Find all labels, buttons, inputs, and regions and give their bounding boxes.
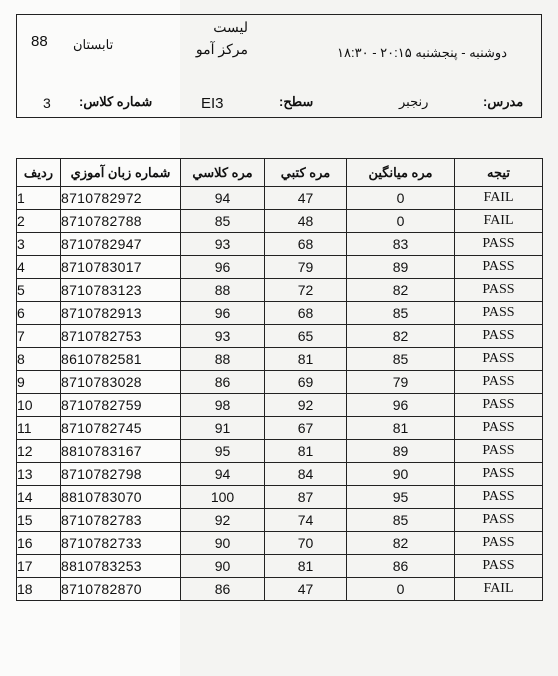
cell-class-score: 93	[181, 233, 265, 256]
cell-result: PASS	[455, 394, 543, 417]
document-header	[16, 14, 542, 118]
cell-index: 14	[17, 486, 61, 509]
cell-result: FAIL	[455, 187, 543, 210]
cell-class-score: 88	[181, 279, 265, 302]
col-header-result: تيجه	[455, 159, 543, 187]
cell-student-id: 8610782581	[61, 348, 181, 371]
cell-index: 3	[17, 233, 61, 256]
cell-average: 0	[347, 578, 455, 601]
cell-average: 83	[347, 233, 455, 256]
cell-result: PASS	[455, 463, 543, 486]
table-row	[17, 394, 543, 417]
cell-index: 1	[17, 187, 61, 210]
cell-result: PASS	[455, 509, 543, 532]
cell-student-id: 8810783070	[61, 486, 181, 509]
cell-class-score: 100	[181, 486, 265, 509]
cell-average: 89	[347, 440, 455, 463]
cell-average: 95	[347, 486, 455, 509]
cell-student-id: 8810783167	[61, 440, 181, 463]
cell-result: PASS	[455, 417, 543, 440]
title-fragment-box	[193, 19, 248, 36]
cell-student-id: 8710782798	[61, 463, 181, 486]
cell-index: 7	[17, 325, 61, 348]
cell-result: FAIL	[455, 210, 543, 233]
cell-average: 79	[347, 371, 455, 394]
table-row	[17, 256, 543, 279]
table-row	[17, 279, 543, 302]
table-row	[17, 187, 543, 210]
cell-result: PASS	[455, 302, 543, 325]
cell-result: PASS	[455, 555, 543, 578]
cell-written-score: 81	[265, 555, 347, 578]
cell-index: 5	[17, 279, 61, 302]
cell-index: 4	[17, 256, 61, 279]
table-row	[17, 417, 543, 440]
cell-result: PASS	[455, 279, 543, 302]
cell-written-score: 67	[265, 417, 347, 440]
cell-class-score: 94	[181, 463, 265, 486]
cell-index: 16	[17, 532, 61, 555]
cell-result: PASS	[455, 348, 543, 371]
cell-result: PASS	[455, 371, 543, 394]
cell-class-score: 90	[181, 532, 265, 555]
cell-average: 82	[347, 279, 455, 302]
cell-index: 18	[17, 578, 61, 601]
schedule-text: دوشنبه - پنجشنبه ۲۰:۱۵ - ۱۸:۳۰	[337, 45, 507, 60]
cell-class-score: 92	[181, 509, 265, 532]
center-fragment: مرکز آمو	[195, 41, 248, 57]
cell-index: 13	[17, 463, 61, 486]
cell-result: PASS	[455, 325, 543, 348]
cell-written-score: 68	[265, 233, 347, 256]
cell-average: 82	[347, 532, 455, 555]
col-header-index: ردیف	[17, 159, 61, 187]
level-value: EI3	[201, 95, 224, 112]
cell-index: 15	[17, 509, 61, 532]
table-row	[17, 302, 543, 325]
level-label: سطح:	[279, 94, 314, 109]
cell-index: 11	[17, 417, 61, 440]
cell-student-id: 8710782870	[61, 578, 181, 601]
grades-table	[16, 158, 543, 601]
cell-class-score: 86	[181, 578, 265, 601]
cell-result: PASS	[455, 233, 543, 256]
cell-average: 86	[347, 555, 455, 578]
cell-class-score: 88	[181, 348, 265, 371]
cell-average: 0	[347, 210, 455, 233]
cell-result: PASS	[455, 440, 543, 463]
cell-written-score: 72	[265, 279, 347, 302]
title-fragment: لیست	[213, 19, 248, 35]
table-row	[17, 440, 543, 463]
cell-average: 90	[347, 463, 455, 486]
cell-student-id: 8710782788	[61, 210, 181, 233]
cell-student-id: 8710782947	[61, 233, 181, 256]
center-fragment-box	[181, 41, 248, 58]
col-header-average: مره ميانگين	[347, 159, 455, 187]
table-row	[17, 210, 543, 233]
table-row	[17, 371, 543, 394]
cell-written-score: 74	[265, 509, 347, 532]
cell-student-id: 8710783028	[61, 371, 181, 394]
cell-class-score: 85	[181, 210, 265, 233]
cell-result: PASS	[455, 256, 543, 279]
cell-class-score: 91	[181, 417, 265, 440]
cell-index: 12	[17, 440, 61, 463]
cell-written-score: 48	[265, 210, 347, 233]
cell-class-score: 90	[181, 555, 265, 578]
table-row	[17, 486, 543, 509]
cell-average: 0	[347, 187, 455, 210]
cell-index: 8	[17, 348, 61, 371]
term-code: 88	[31, 33, 48, 50]
cell-result: PASS	[455, 532, 543, 555]
cell-result: FAIL	[455, 578, 543, 601]
cell-average: 81	[347, 417, 455, 440]
cell-written-score: 47	[265, 187, 347, 210]
class-number-label: شماره کلاس:	[79, 94, 153, 109]
cell-student-id: 8710782972	[61, 187, 181, 210]
table-body	[17, 187, 543, 601]
cell-index: 17	[17, 555, 61, 578]
cell-written-score: 92	[265, 394, 347, 417]
cell-result: PASS	[455, 486, 543, 509]
cell-written-score: 47	[265, 578, 347, 601]
cell-class-score: 98	[181, 394, 265, 417]
cell-average: 82	[347, 325, 455, 348]
cell-written-score: 81	[265, 440, 347, 463]
cell-student-id: 8710782733	[61, 532, 181, 555]
cell-average: 89	[347, 256, 455, 279]
table-row	[17, 233, 543, 256]
cell-index: 2	[17, 210, 61, 233]
cell-student-id: 8710783123	[61, 279, 181, 302]
cell-class-score: 95	[181, 440, 265, 463]
cell-written-score: 84	[265, 463, 347, 486]
cell-average: 85	[347, 348, 455, 371]
cell-written-score: 79	[265, 256, 347, 279]
table-header-row	[17, 159, 543, 187]
cell-class-score: 94	[181, 187, 265, 210]
table-row	[17, 463, 543, 486]
cell-class-score: 96	[181, 302, 265, 325]
teacher-name: رنجبر	[399, 94, 429, 109]
teacher-label: مدرس:	[483, 94, 524, 109]
cell-index: 10	[17, 394, 61, 417]
cell-average: 85	[347, 302, 455, 325]
term-name: تابستان	[73, 37, 114, 52]
cell-student-id: 8710782913	[61, 302, 181, 325]
cell-class-score: 86	[181, 371, 265, 394]
col-header-class-score: مره کلاسي	[181, 159, 265, 187]
cell-index: 9	[17, 371, 61, 394]
cell-written-score: 70	[265, 532, 347, 555]
cell-student-id: 8810783253	[61, 555, 181, 578]
cell-student-id: 8710782745	[61, 417, 181, 440]
cell-average: 85	[347, 509, 455, 532]
col-header-student-id: شماره زبان آموزي	[61, 159, 181, 187]
col-header-written-score: مره کتبي	[265, 159, 347, 187]
cell-average: 96	[347, 394, 455, 417]
cell-written-score: 69	[265, 371, 347, 394]
cell-student-id: 8710782783	[61, 509, 181, 532]
table-row	[17, 348, 543, 371]
table-row	[17, 555, 543, 578]
cell-class-score: 93	[181, 325, 265, 348]
cell-student-id: 8710782753	[61, 325, 181, 348]
table-row	[17, 532, 543, 555]
cell-student-id: 8710782759	[61, 394, 181, 417]
cell-written-score: 65	[265, 325, 347, 348]
table-row	[17, 509, 543, 532]
cell-written-score: 68	[265, 302, 347, 325]
class-number: 3	[43, 95, 51, 111]
cell-class-score: 96	[181, 256, 265, 279]
table-row	[17, 578, 543, 601]
table-row	[17, 325, 543, 348]
cell-written-score: 87	[265, 486, 347, 509]
cell-student-id: 8710783017	[61, 256, 181, 279]
cell-index: 6	[17, 302, 61, 325]
cell-written-score: 81	[265, 348, 347, 371]
